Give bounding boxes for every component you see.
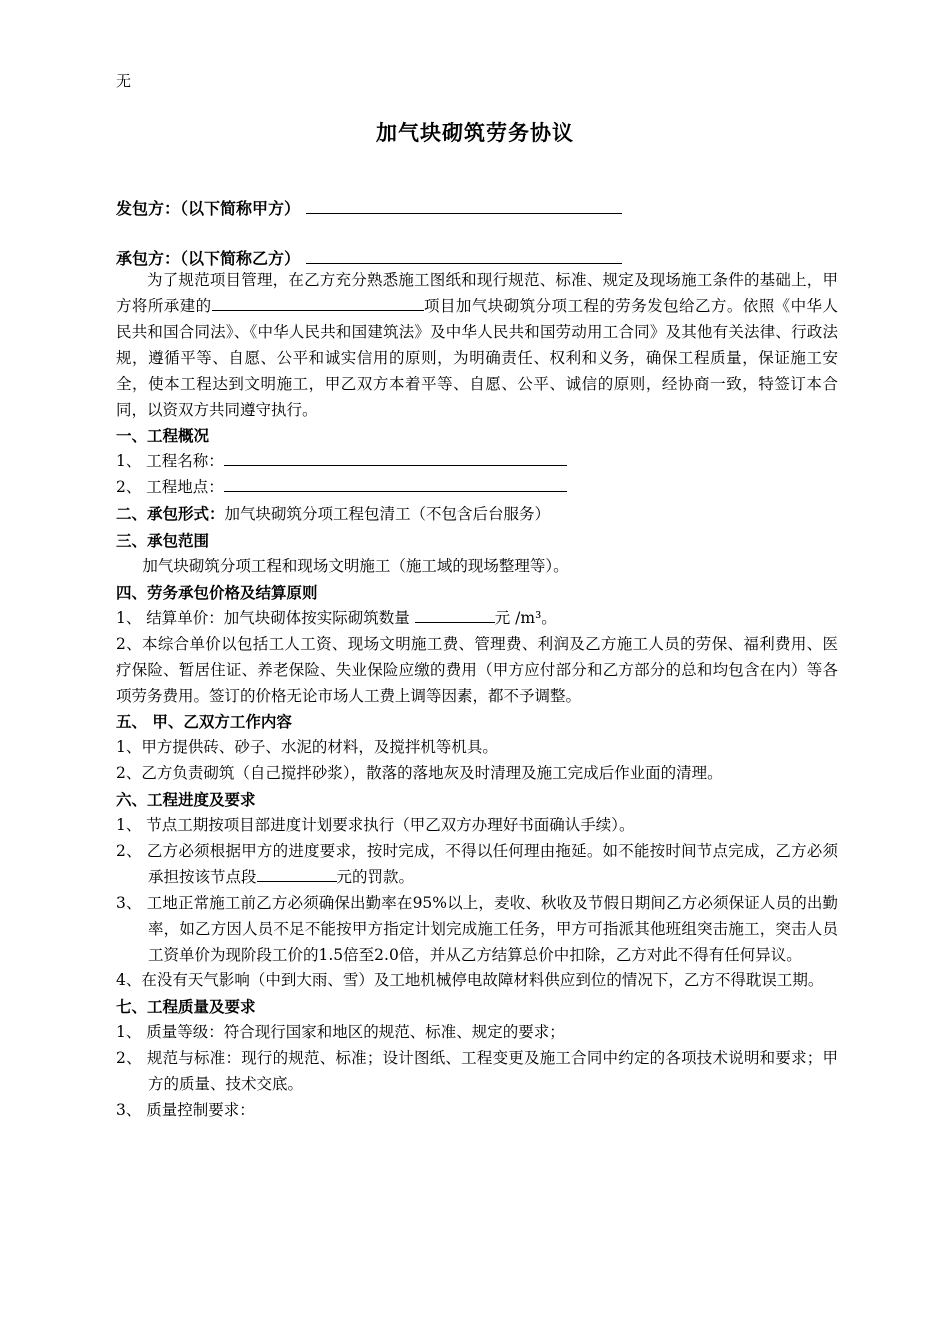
section-7-item-3: 3、 质量控制要求：: [116, 1101, 255, 1119]
project-name-item: [116, 449, 838, 475]
page-title: 加气块砌筑劳务协议: [376, 120, 574, 145]
section-6-item-4: 4、在没有天气影响（中到大雨、雪）及工地机械停电故障材料供应到位的情况下，乙方不得耽误工期。: [116, 971, 824, 990]
section-5-item-1: 1、甲方提供砖、砂子、水泥的材料，及搅拌机等机具。: [116, 738, 498, 757]
section-6-heading: 六、工程进度及要求: [116, 790, 256, 810]
party-a-blank[interactable]: [306, 199, 622, 214]
project-name-field[interactable]: [224, 451, 567, 466]
section-3-heading: 三、承包范围: [116, 531, 210, 551]
section-6-item-2-unit: 元的罚款。: [336, 867, 415, 886]
section-7-item-2: 2、 规范与标准：现行的规范、标准；设计图纸、工程变更及施工合同中约定的各项技术说明和要求；甲方的质量、技术交底。: [116, 1049, 838, 1094]
intro-part2: 项目加气块砌筑分项工程的劳务发包给乙方。依照《中华人民共和国合同法》、《中华人民共和国建筑法》及中华人民共和国劳动用工合同》及其他有关法律、行政法规，遵循平等、自愿、公平和诚实信用的原则，为明确责任、权利和义务，确保工程质量，保证施工安全，使本工程达到文明施工，甲乙双方本着平等、自愿、公平、诚信的原则，经协商一致，特签订本合同，以资双方共同遵守执行。: [116, 296, 838, 419]
party-a-line: [116, 196, 622, 219]
section-6-item-2: [116, 839, 838, 891]
agreement-body: [116, 268, 838, 1124]
section-7-item-1: 1、 质量等级：符合现行国家和地区的规范、标准、规定的要求；: [116, 1023, 565, 1042]
section-6-item-3: 3、 工地正常施工前乙方必须确保出勤率在95%以上，麦收、秋收及节假日期间乙方必须保证人员的出勤率，如乙方因人员不足不能按甲方指定计划完成施工任务，甲方可指派其他班组突击施工，突击人员工资单价为现阶段工价的1.5倍至2.0倍，并从乙方结算总价中扣除，乙方对此不得有任何异议。: [116, 893, 838, 964]
section-2-text: 加气块砌筑分项工程包清工（不包含后台服务）: [224, 505, 551, 524]
section-3-text: 加气块砌筑分项工程和现场文明施工（施工域的现场整理等）。: [142, 556, 569, 575]
project-location-field[interactable]: [224, 477, 567, 492]
unit-price-field[interactable]: [415, 608, 495, 623]
section-1-heading: 一、工程概况: [116, 426, 210, 446]
corner-mark: 无: [116, 72, 132, 90]
party-b-blank[interactable]: [306, 249, 622, 264]
section-6-item-2-text: 2、 乙方必须根据甲方的进度要求，按时完成，不得以任何理由拖延。如不能按时间节点完成，乙方必须承担按该节点段: [116, 841, 838, 886]
section-4-heading: 四、劳务承包价格及结算原则: [116, 582, 318, 602]
section-2-heading: 二、承包形式：: [116, 504, 225, 524]
project-name-blank[interactable]: [212, 296, 424, 311]
unit-price-unit: 元 /m³。: [494, 608, 557, 627]
section-5-item-2: 2、乙方负责砌筑（自己搅拌砂浆），散落的落地灰及时清理及施工完成后作业面的清理。: [116, 764, 723, 783]
project-name-label: 1、 工程名称：: [116, 452, 224, 471]
penalty-amount-field[interactable]: [257, 867, 337, 882]
party-b-line: [116, 246, 622, 269]
project-location-item: [116, 475, 838, 501]
party-a-label: 发包方：（以下简称甲方）: [116, 199, 301, 218]
project-location-label: 2、 工程地点：: [116, 478, 224, 497]
section-4-item-2: 2、本综合单价以包括工人工资、现场文明施工费、管理费、利润及乙方施工人员的劳保、福利费用、医疗保险、暂居住证、养老保险、失业保险应缴的费用（甲方应付部分和乙方部分的总和均包含在内）等各项劳务费用。签订的价格无论市场人工费上调等因素，都不予调整。: [116, 634, 838, 705]
intro-paragraph: [116, 268, 838, 423]
section-2: [116, 501, 838, 528]
section-6-item-1: 1、 节点工期按项目部进度计划要求执行（甲乙双方办理好书面确认手续）。: [116, 816, 635, 835]
section-7-heading: 七、工程质量及要求: [116, 997, 256, 1017]
party-b-label: 承包方：（以下简称乙方）: [116, 249, 301, 268]
intro-part1: 为了规范项目管理，在乙方充分熟悉施工图纸和现行规范、标准、规定及现场施工条件的基础上，甲方将所承建的: [116, 271, 838, 315]
unit-price-item: [116, 606, 838, 632]
section-5-heading: 五、 甲、乙双方工作内容: [116, 712, 292, 732]
unit-price-label: 1、 结算单价：加气块砌体按实际砌筑数量: [116, 608, 415, 627]
